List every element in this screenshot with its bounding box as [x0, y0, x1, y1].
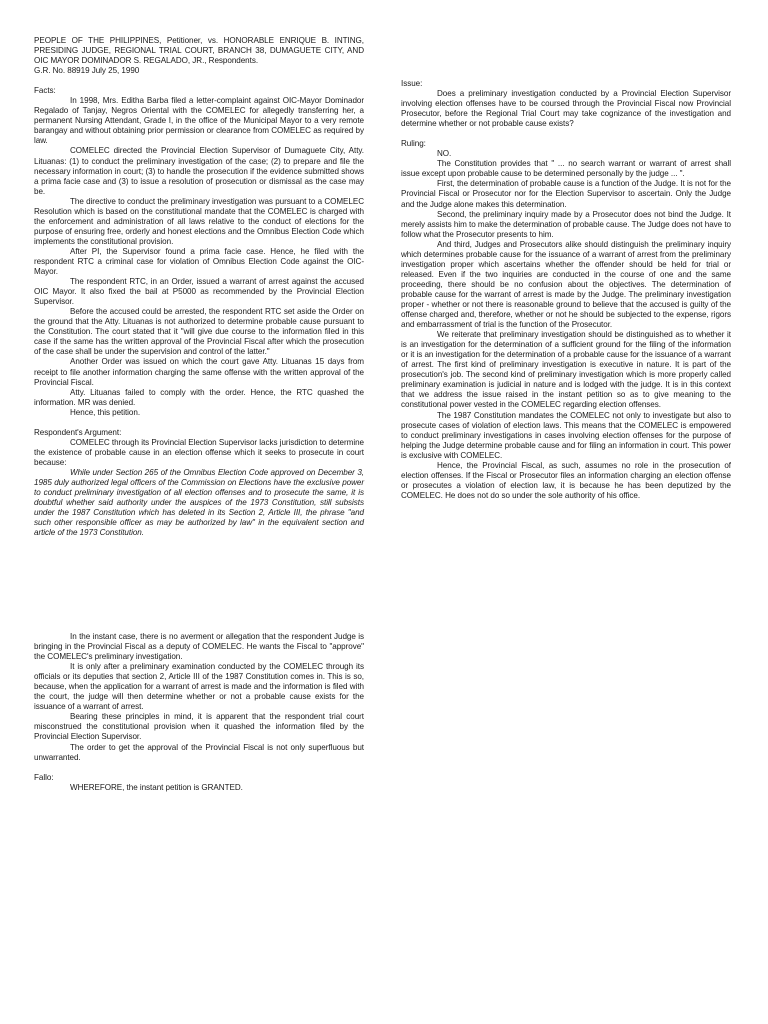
facts-paragraph: After PI, the Supervisor found a prima facie case. Hence, he filed with the respondent RTC a criminal case for violation of Omnibus Election Code against the OIC-Mayor.	[34, 246, 364, 277]
ruling-heading: Ruling:	[401, 139, 426, 149]
issue-heading: Issue:	[401, 79, 423, 88]
case-caption: PEOPLE OF THE PHILIPPINES, Petitioner, vs. HONORABLE ENRIQUE B. INTING, PRESIDING JUDGE, REGIONAL TRIAL COURT, BRANCH 38, DUMAGUETE CITY, AND OIC MAYOR DOMINADOR S. REGALADO, JR., Respondents.	[34, 36, 364, 66]
continuation-column	[34, 632, 364, 793]
facts-paragraph: Before the accused could be arrested, the respondent RTC set aside the Order on the ground that the Atty. Lituanas is not authorized to determine probable cause pursuant to the Constitution. The court stated that it "will give due course to the information filed in this case if the same has the written approval of the Provincial Fiscal after which the prosecution of the case shall be under the supervision and control of the latter."	[34, 307, 364, 357]
ruling-paragraph: We reiterate that preliminary investigation should be distinguished as to whether it is an investigation for the determination of a sufficient ground for the filing of the information or it is an investigation for the determination of a probable cause for the issuance of a warrant of arrest. The first kind of preliminary investigation is executive in nature. It is part of the prosecution's job. The second kind of preliminary investigation which is more properly called preliminary examination is judicial in nature and is lodged with the judge. It is in this context that we address the issue raised in the instant petition so as to give meaning to the constitutional power vested in the COMELEC regarding election offenses.	[401, 330, 731, 410]
facts-paragraph: Another Order was issued on which the court gave Atty. Lituanas 15 days from receipt to file another information charging the same offense with the written approval of the Provincial Fiscal.	[34, 357, 364, 387]
right-column	[401, 36, 731, 501]
facts-paragraph: The respondent RTC, in an Order, issued a warrant of arrest against the accused OIC Mayor. It also fixed the bail at P5000 as recommended by the Provincial Election Supervisor.	[34, 277, 364, 307]
ruling-paragraph: Bearing these principles in mind, it is apparent that the respondent trial court misconstrued the constitutional provision when it quashed the information filed by the Provincial Election Supervisor.	[34, 712, 364, 742]
ruling-paragraph: It is only after a preliminary examination conducted by the COMELEC through its officials or its deputies that section 2, Article III of the 1987 Constitution comes in. This is so, because, when the application for a warrant of arrest is made and the information is filed with the court, the judge will then determine whether or not a probable cause exists for the issuance of a warrant of arrest.	[34, 662, 364, 712]
issue-paragraph: Does a preliminary investigation conducted by a Provincial Election Supervisor involving election offenses have to be coursed through the Provincial Fiscal now Provincial Prosecutor, before the Regional Trial Court may take cognizance of the investigation and determine whether or not probable cause exists?	[401, 89, 731, 129]
ruling-paragraph: Hence, the Provincial Fiscal, as such, assumes no role in the prosecution of election offenses. If the Fiscal or Prosecutor files an information charging an election offense or prosecutes a violation of election law, it is because he has been deputized by the COMELEC. He does not do so under the sole authority of his office.	[401, 460, 731, 500]
facts-paragraph: Hence, this petition.	[70, 407, 141, 417]
fallo-heading: Fallo:	[34, 772, 54, 782]
ruling-paragraph: In the instant case, there is no averment or allegation that the respondent Judge is bringing in the Provincial Fiscal as a deputy of COMELEC. He wants the Fiscal to "approve" the COMELEC's preliminary investigation.	[34, 632, 364, 662]
facts-heading: Facts:	[34, 86, 56, 96]
left-column	[34, 36, 364, 538]
ruling-answer: NO.	[437, 149, 452, 159]
ruling-paragraph: The order to get the approval of the Provincial Fiscal is not only superfluous but unwarranted.	[34, 742, 364, 762]
facts-paragraph: In 1998, Mrs. Editha Barba filed a letter-complaint against OIC-Mayor Dominador Regalado of Tanjay, Negros Oriental with the COMELEC for allegedly transferring her, a permanent Nursing Attendant, Grade I, in the office of the Municipal Mayor to a very remote barangay and without obtaining prior permission or clearance from COMELEC as required by law.	[34, 96, 364, 146]
ruling-paragraph: First, the determination of probable cause is a function of the Judge. It is not for the Provincial Fiscal or Prosecutor nor for the Election Supervisor to ascertain. Only the Judge and the Judge alone makes this determination.	[401, 179, 731, 209]
facts-paragraph: Atty. Lituanas failed to comply with the order. Hence, the RTC quashed the information. MR was denied.	[34, 387, 364, 407]
case-number: G.R. No. 88919 July 25, 1990	[34, 66, 140, 76]
facts-paragraph: The directive to conduct the preliminary investigation was pursuant to a COMELEC Resolution which is based on the constitutional mandate that the COMELEC is charged with the enforcement and administration of all laws relative to the conduct of elections for the purpose of ensuring free, orderly and honest elections and the Omnibus Election Code which implements the constitutional provision.	[34, 196, 364, 246]
facts-paragraph: COMELEC directed the Provincial Election Supervisor of Dumaguete City, Atty. Lituanas: (1) to conduct the preliminary investigation of the case; (2) to prepare and file the necessary information in court; (3) to handle the prosecution if the evidence submitted shows a prima facie case and (3) to issue a resolution of prosecution or dismissal as the case may be.	[34, 146, 364, 196]
respondent-argument-paragraph: COMELEC through its Provincial Election Supervisor lacks jurisdiction to determine the existence of probable cause in an election offense which it seeks to prosecute in court because:	[34, 437, 364, 467]
ruling-paragraph: And third, Judges and Prosecutors alike should distinguish the preliminary inquiry which determines probable cause for the issuance of a warrant of arrest from the preliminary investigation proper which ascertains whether the offender should be held for trial or released. Even if the two inquiries are conducted in the course of one and the same proceeding, there should be no confusion about the objectives. The determination of probable cause for the warrant of arrest is made by the Judge. The preliminary investigation proper - whether or not there is reasonable ground to believe that the accused is guilty of the offense charged and, therefore, whether or not he should be subjected to the expense, rigors and embarrassment of trial is the function of the Prosecutor.	[401, 239, 731, 330]
ruling-paragraph: Second, the preliminary inquiry made by a Prosecutor does not bind the Judge. It merely assists him to make the determination of probable cause. The Judge does not have to follow what the Prosecutor presents to him.	[401, 209, 731, 239]
ruling-paragraph: The Constitution provides that " ... no search warrant or warrant of arrest shall issue except upon probable cause to be determined personally by the judge ... ".	[401, 159, 731, 179]
respondent-argument-heading: Respondent's Argument:	[34, 427, 122, 437]
respondent-argument-quote: While under Section 265 of the Omnibus Election Code approved on December 3, 1985 duly authorized legal officers of the Commission on Elections have the exclusive power to conduct preliminary investigation of all election offenses and to prosecute the same, it is doubtful whether said authority under the auspices of the 1973 Constitution, still subsists under the 1987 Constitution which has deleted in its Section 2, Article III, the phrase "and such other responsible officer as may be authorized by law" in the equivalent section and article of the 1973 Constitution.	[34, 467, 364, 538]
fallo-paragraph: WHEREFORE, the instant petition is GRANTED.	[70, 782, 243, 792]
ruling-paragraph: The 1987 Constitution mandates the COMELEC not only to investigate but also to prosecute cases of violation of election laws. This means that the COMELEC is empowered to conduct preliminary investigations in cases involving election offenses for the purpose of helping the Judge determine probable cause and for filing an information in court. This power is exclusive with COMELEC.	[401, 410, 731, 460]
